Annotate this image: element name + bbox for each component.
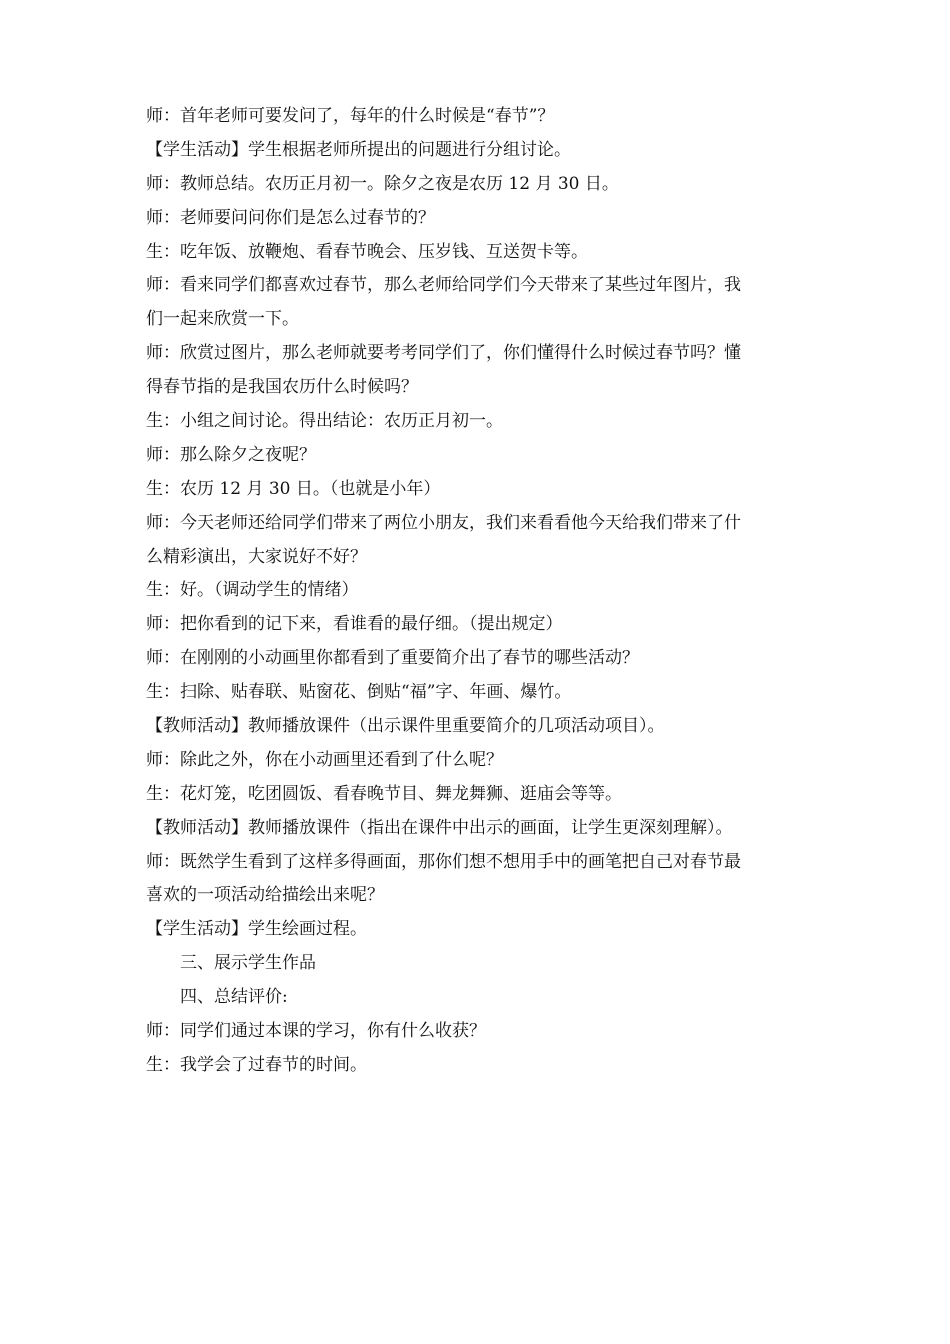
document-body xyxy=(146,100,826,1083)
text-line: 们一起来欣赏一下。 xyxy=(146,309,299,330)
text-line: 师：首年老师可要发问了，每年的什么时候是“春节”？ xyxy=(146,106,555,126)
text-line: 生：好。（调动学生的情绪） xyxy=(146,580,359,601)
text-line: 师：老师要问问你们是怎么过春节的？ xyxy=(146,207,435,228)
text-line: 生：农历 12 月 30 日。（也就是小年） xyxy=(146,478,441,499)
text-line: 师：除此之外，你在小动画里还看到了什么呢？ xyxy=(146,749,503,770)
text-line: 生：花灯笼，吃团圆饭、看春晚节目、舞龙舞狮、逛庙会等等。 xyxy=(146,783,622,804)
text-line: 【学生活动】学生绘画过程。 xyxy=(146,919,367,940)
text-line: 【教师活动】教师播放课件（指出在课件中出示的画面，让学生更深刻理解）。 xyxy=(146,817,733,838)
text-line: 师：那么除夕之夜呢？ xyxy=(146,444,316,465)
text-line: 师：教师总结。农历正月初一。除夕之夜是农历 12 月 30 日。 xyxy=(146,173,619,194)
text-line: 生：吃年饭、放鞭炮、看春节晚会、压岁钱、互送贺卡等。 xyxy=(146,241,588,262)
text-line: 喜欢的一项活动给描绘出来呢？ xyxy=(146,885,384,906)
text-line: 生：小组之间讨论。得出结论：农历正月初一。 xyxy=(146,411,503,432)
text-line: 师：今天老师还给同学们带来了两位小朋友，我们来看看他今天给我们带来了什 xyxy=(146,512,741,533)
text-line: 师：欣赏过图片，那么老师就要考考同学们了，你们懂得什么时候过春节吗？懂 xyxy=(146,343,741,364)
text-line: 师：同学们通过本课的学习，你有什么收获？ xyxy=(146,1021,486,1042)
text-line: 【学生活动】学生根据老师所提出的问题进行分组讨论。 xyxy=(146,139,571,160)
text-line: 生：我学会了过春节的时间。 xyxy=(146,1054,367,1075)
text-line: 三、展示学生作品 xyxy=(180,953,316,974)
text-line: 师：既然学生看到了这样多得画面，那你们想不想用手中的画笔把自己对春节最 xyxy=(146,851,741,872)
text-line: 师：把你看到的记下来，看谁看的最仔细。（提出规定） xyxy=(146,614,563,635)
text-line: 么精彩演出，大家说好不好？ xyxy=(146,546,367,567)
text-line: 得春节指的是我国农历什么时候吗？ xyxy=(146,377,418,398)
text-line: 师：在刚刚的小动画里你都看到了重要简介出了春节的哪些活动？ xyxy=(146,648,639,669)
text-line: 【教师活动】教师播放课件（出示课件里重要简介的几项活动项目）。 xyxy=(146,716,665,737)
text-line: 师：看来同学们都喜欢过春节，那么老师给同学们今天带来了某些过年图片，我 xyxy=(146,275,741,296)
text-line: 生：扫除、贴春联、贴窗花、倒贴“福”字、年画、爆竹。 xyxy=(146,682,572,703)
text-line: 四、总结评价: xyxy=(180,987,288,1008)
